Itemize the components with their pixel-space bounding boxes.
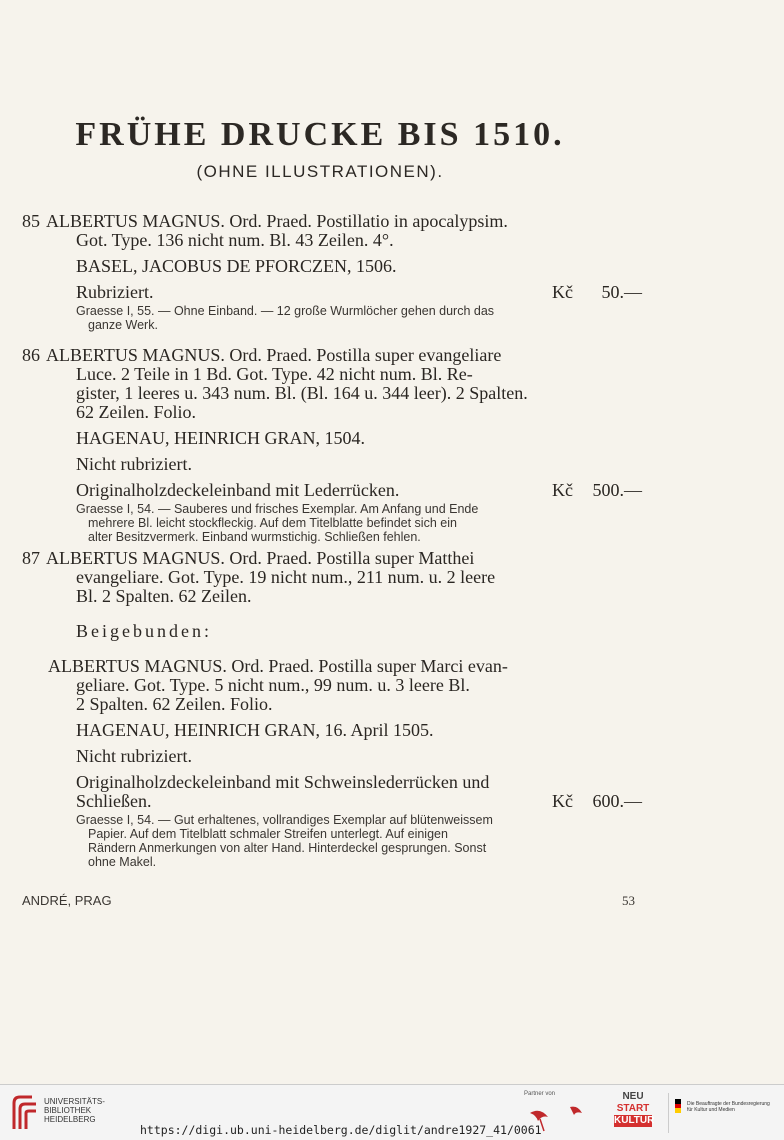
price-value: 50.— xyxy=(601,282,642,302)
price-value: 600.— xyxy=(592,791,642,811)
entry-line: Bl. 2 Spalten. 62 Zeilen. xyxy=(76,586,252,606)
entry-line: geliare. Got. Type. 5 nicht num., 99 num. u. 3 leere Bl. xyxy=(76,675,470,695)
price-value: 500.— xyxy=(592,480,642,500)
entry-line: ALBERTUS MAGNUS. Ord. Praed. Postillatio in apocalypsim. xyxy=(46,211,508,231)
note-line: Graesse I, 54. — Gut erhaltenes, vollrandiges Exemplar auf blütenweissem xyxy=(76,813,493,827)
note-line: Rändern Anmerkungen von alter Hand. Hinterdeckel gesprungen. Sonst xyxy=(88,841,487,855)
note-line: ohne Makel. xyxy=(88,855,157,869)
entry-line: Luce. 2 Teile in 1 Bd. Got. Type. 42 nicht num. Bl. Re- xyxy=(76,364,473,384)
footer-publisher: ANDRÉ, PRAG xyxy=(22,893,112,908)
partner-label: Partner von xyxy=(524,1091,556,1097)
bkm-logo[interactable]: Die Beauftragte der Bundesregierung für Kultur und Medien xyxy=(668,1093,774,1133)
entry-line: ALBERTUS MAGNUS. Ord. Praed. Postilla super Matthei xyxy=(46,548,475,568)
entry-binding: Schließen. xyxy=(76,791,152,811)
note-line: Graesse I, 54. — Sauberes und frisches Exemplar. Am Anfang und Ende xyxy=(76,502,479,516)
entry-number: 85 xyxy=(22,211,40,231)
page-number: 53 xyxy=(622,893,635,908)
currency: Kč xyxy=(552,791,573,811)
note-line: ganze Werk. xyxy=(88,318,158,332)
entry-imprint: BASEL, JACOBUS DE PFORCZEN, 1506. xyxy=(76,256,397,276)
library-logo-icon[interactable] xyxy=(10,1093,40,1133)
partner-logo-icon[interactable] xyxy=(526,1103,590,1133)
currency: Kč xyxy=(552,480,573,500)
entry-binding: Originalholzdeckeleinband mit Schweinslederrücken und xyxy=(76,772,490,792)
entry-line: ALBERTUS MAGNUS. Ord. Praed. Postilla super evangeliare xyxy=(46,345,502,365)
entry-line: ALBERTUS MAGNUS. Ord. Praed. Postilla super Marci evan- xyxy=(48,656,508,676)
entry-note xyxy=(22,502,642,544)
entry-number: 86 xyxy=(22,345,40,365)
entry-line: 62 Zeilen. Folio. xyxy=(76,402,196,422)
entry-line: 2 Spalten. 62 Zeilen. Folio. xyxy=(76,694,273,714)
entry-note xyxy=(22,304,642,332)
entry-note xyxy=(22,813,642,869)
entry-state: Rubriziert. xyxy=(76,282,154,302)
entry-imprint: HAGENAU, HEINRICH GRAN, 16. April 1505. xyxy=(76,720,434,740)
currency: Kč xyxy=(552,282,573,302)
page-url[interactable]: https://digi.ub.uni-heidelberg.de/diglit/andre1927_41/0061 xyxy=(140,1123,542,1137)
page-subtitle: (OHNE ILLUSTRATIONEN). xyxy=(196,162,444,181)
entry-state: Nicht rubriziert. xyxy=(76,746,192,766)
entry-line: evangeliare. Got. Type. 19 nicht num., 211 num. u. 2 leere xyxy=(76,567,496,587)
entry-line: Got. Type. 136 nicht num. Bl. 43 Zeilen. 4°. xyxy=(76,230,394,250)
note-line: mehrere Bl. leicht stockfleckig. Auf dem Titelblatte befindet sich ein xyxy=(88,516,457,530)
viewer-bar xyxy=(0,1084,784,1140)
catalog-entry-86 xyxy=(22,346,642,544)
entry-line: gister, 1 leeres u. 343 num. Bl. (Bl. 164 u. 344 leer). 2 Spalten. xyxy=(76,383,528,403)
bound-with-label: Beigebunden: xyxy=(76,621,212,641)
entry-number: 87 xyxy=(22,548,40,568)
catalog-entry-85 xyxy=(22,212,642,332)
note-line: Graesse I, 55. — Ohne Einband. — 12 große Wurmlöcher gehen durch das xyxy=(76,304,495,318)
neustart-kultur-logo[interactable]: NEU START KULTUR xyxy=(614,1091,655,1126)
note-line: alter Besitzvermerk. Einband wurmstichig. Schließen fehlen. xyxy=(88,530,421,544)
entry-state: Nicht rubriziert. xyxy=(76,454,192,474)
library-name: UNIVERSITÄTS- BIBLIOTHEK HEIDELBERG xyxy=(44,1097,105,1124)
entry-imprint: HAGENAU, HEINRICH GRAN, 1504. xyxy=(76,428,365,448)
note-line: Papier. Auf dem Titelblatt schmaler Streifen unterlegt. Auf einigen xyxy=(88,827,448,841)
page-title: FRÜHE DRUCKE BIS 1510. xyxy=(75,116,565,153)
entry-binding: Originalholzdeckeleinband mit Lederrücken. xyxy=(76,480,400,500)
flag-icon xyxy=(675,1099,681,1113)
catalog-entry-87 xyxy=(22,549,642,869)
